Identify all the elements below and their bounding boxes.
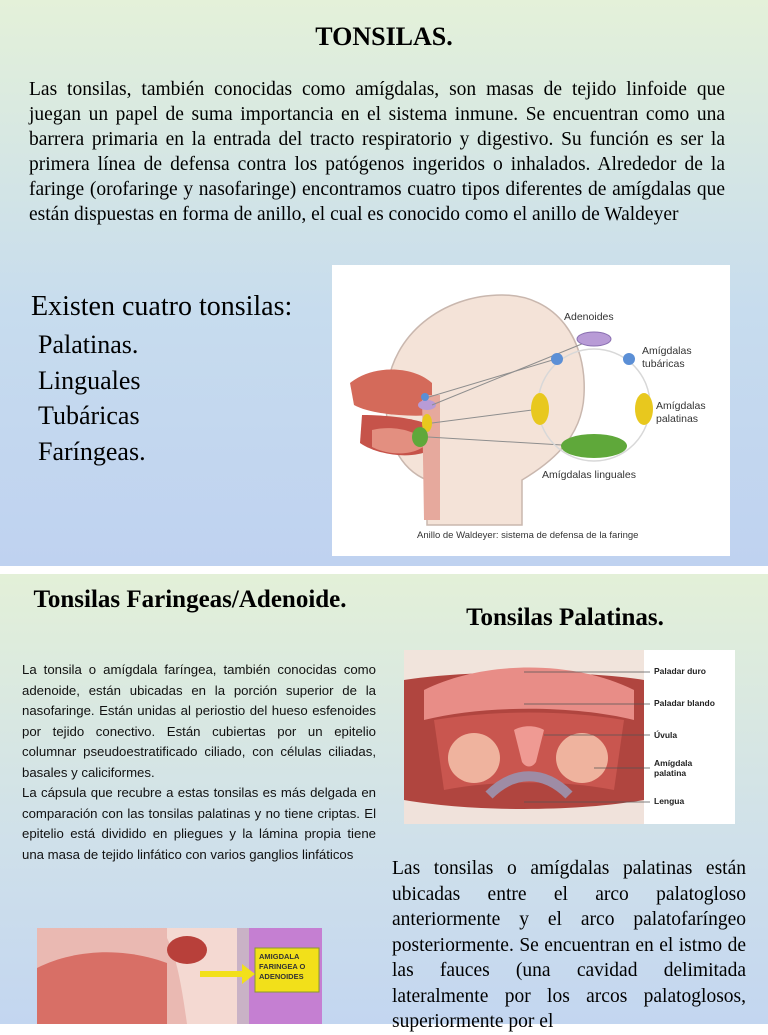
label-adenoides: Adenoides	[564, 311, 614, 323]
palatina-left-mark	[531, 393, 549, 425]
list-item: Tubáricas	[38, 401, 140, 430]
adenoides-mark	[577, 332, 611, 346]
label-linguales: Amígdalas linguales	[542, 469, 636, 481]
page-title: TONSILAS.	[315, 22, 453, 51]
open-mouth-illustration	[404, 650, 735, 824]
adenoid-diagram	[37, 928, 322, 1024]
faringea-paragraph-2: La cápsula que recubre a estas tonsilas es más delgada en comparación con las tonsilas palatinas y no tiene criptas. El epitelio está dividido en pliegues y la lámina propia tiene una masa de tejido linfático con varios ganglios linfáticos	[22, 785, 376, 862]
heading-faringeas: Tonsilas Faringeas/Adenoide.	[33, 586, 347, 613]
label-palatinas: Amígdalas palatinas	[656, 400, 706, 425]
label-paladar-duro: Paladar duro	[654, 666, 706, 676]
heading-palatinas: Tonsilas Palatinas.	[466, 604, 664, 631]
lingual-mark	[561, 434, 627, 458]
label-tubaricas: Amígdalas tubáricas	[642, 345, 692, 370]
waldeyer-ring-figure	[332, 265, 730, 556]
palatinas-paragraph: Las tonsilas o amígdalas palatinas están ubicadas entre el arco palatogloso anteriormente y el arco palatofaríngeo posteriormente. Se encuentran en el istmo de las fauces (una cavidad delimitada lateralmente por los arcos palatoglosos, superiormente por el	[392, 858, 746, 1032]
list-title: Existen cuatro tonsilas:	[31, 291, 293, 322]
palatine-tonsils-photo	[404, 650, 735, 824]
slide-tonsilas-detalle	[0, 574, 768, 1032]
list-item: Faríngeas.	[38, 436, 146, 466]
intro-paragraph: Las tonsilas, también conocidas como amígdalas, son masas de tejido linfoide que juegan un papel de suma importancia en el sistema inmune. Se encuentran como una barrera primaria en la entrada del tracto respiratorio y digestivo. Su función es ser la primera línea de defensa contra los patógenos ingeridos o inhalados. Alrededor de la faringe (orofaringe y nasofaringe) encontramos cuatro tipos diferentes de amígdalas que están dispuestas en forma de anillo, el cual es conocido como el anillo de Waldeyer	[29, 79, 725, 225]
palatina-right-mark	[635, 393, 653, 425]
tubarica-left-mark	[551, 353, 563, 365]
faringea-paragraph-1: La tonsila o amígdala faríngea, también conocidas como adenoide, están ubicadas en la porción superior de la nasofaringe. Están unidas al periostio del hueso esfenoides por tejido conectivo. Están cubiertas por un epitelio columnar pseudoestratificado ciliado, con células ciliadas, basales y caliciformes.	[22, 662, 376, 780]
tonsil-list	[38, 327, 146, 469]
list-item: Palatinas.	[38, 330, 139, 359]
list-item: Linguales	[38, 365, 141, 395]
label-lengua: Lengua	[654, 796, 685, 806]
label-amigdala-palatina: Amígdala palatina	[654, 758, 693, 778]
figure-caption: Anillo de Waldeyer: sistema de defensa de la faringe	[417, 530, 639, 541]
faringea-paragraph	[22, 660, 376, 865]
label-paladar-blando: Paladar blando	[654, 698, 715, 708]
label-uvula: Úvula	[654, 730, 678, 740]
tubarica-right-mark	[623, 353, 635, 365]
label-adenoides-box: AMIGDALA FARINGEA O ADENOIDES	[259, 952, 306, 981]
